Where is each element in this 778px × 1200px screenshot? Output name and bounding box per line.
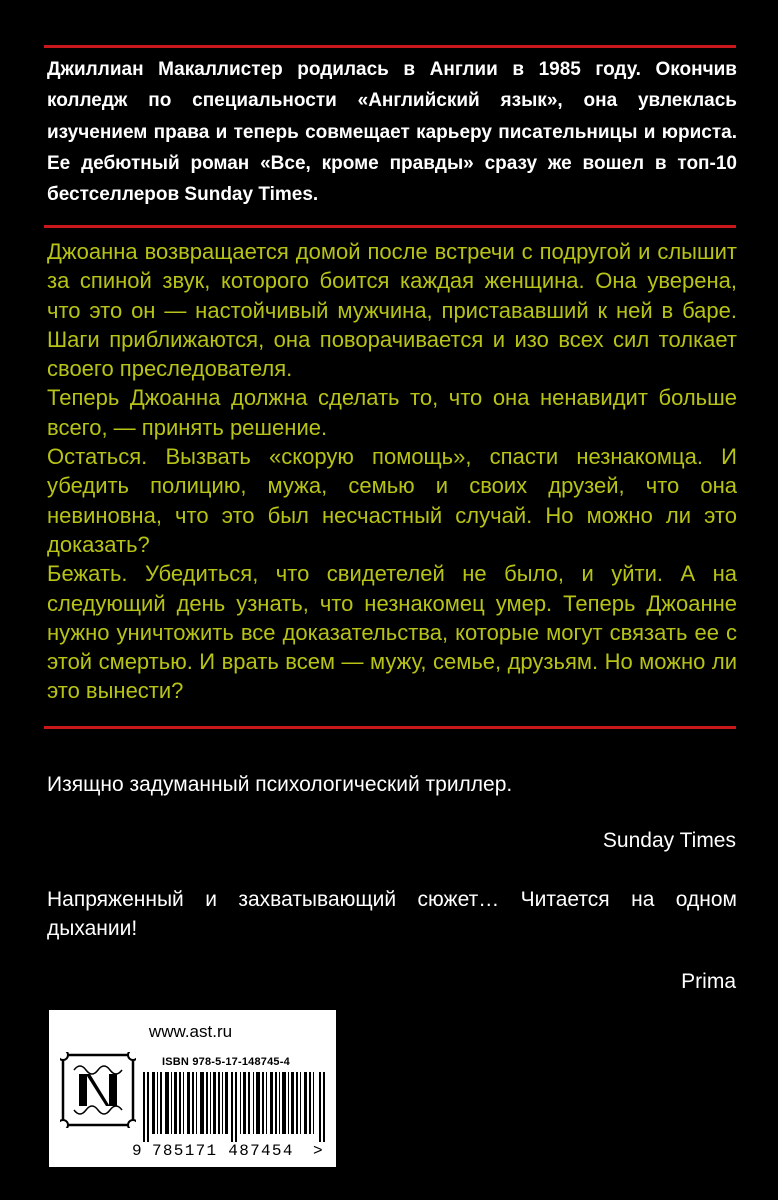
barcode-digits: 785171 487454 [152, 1142, 294, 1160]
barcode-icon [143, 1072, 327, 1142]
review-source: Sunday Times [602, 829, 736, 852]
top-divider [44, 45, 736, 48]
barcode-digit-first: 9 [132, 1142, 142, 1160]
blurb-paragraph: Теперь Джоанна должна сделать то, что она ненавидит больше всего, — принять решение. [47, 385, 737, 440]
review-source: Prima [681, 970, 736, 993]
publisher-website: www.ast.ru [148, 1022, 233, 1041]
review-quote: Изящно задуманный психологический триллер. [47, 773, 513, 796]
middle-divider [44, 225, 736, 228]
publisher-logo-icon [60, 1052, 136, 1128]
barcode-panel [49, 1010, 336, 1167]
blurb-paragraph: Бежать. Убедиться, что свидетелей не было, и уйти. А на следующий день узнать, что незнакомец умер. Теперь Джоанне нужно уничтожить все доказательства, которые могут связать ее с этой смертью. И врать всем — мужу, семье, друзьям. Но можно ли это вынести? [47, 561, 737, 704]
review-quote: Напряженный и захватывающий сюжет… Читается на одном дыхании! [47, 888, 737, 940]
isbn-label: ISBN 978-5-17-148745-4 [162, 1056, 290, 1068]
blurb-paragraph: Остаться. Вызвать «скорую помощь», спасти незнакомца. И убедить полицию, мужа, семью и своих друзей, что она невиновна, что это был несчастный случай. Но можно ли это доказать? [47, 444, 737, 557]
book-blurb [47, 237, 737, 706]
author-bio: Джиллиан Макаллистер родилась в Англии в 1985 году. Окончив колледж по специальности «Английский язык», она увлеклась изучением права и теперь совмещает карьеру писательницы и юриста. Ее дебютный роман «Все, кроме правды» сразу же вошел в топ-10 бестселлеров Sunday Times. [47, 59, 737, 206]
blurb-paragraph: Джоанна возвращается домой после встречи с подругой и слышит за спиной звук, которого боится каждая женщина. Она уверена, что это он — настойчивый мужчина, пристававший к ней в баре. Шаги приближаются, она поворачивается и изо всех сил толкает своего преследователя. [47, 239, 737, 382]
barcode-quiet-zone-marker: > [313, 1142, 323, 1160]
bottom-divider [44, 726, 736, 729]
